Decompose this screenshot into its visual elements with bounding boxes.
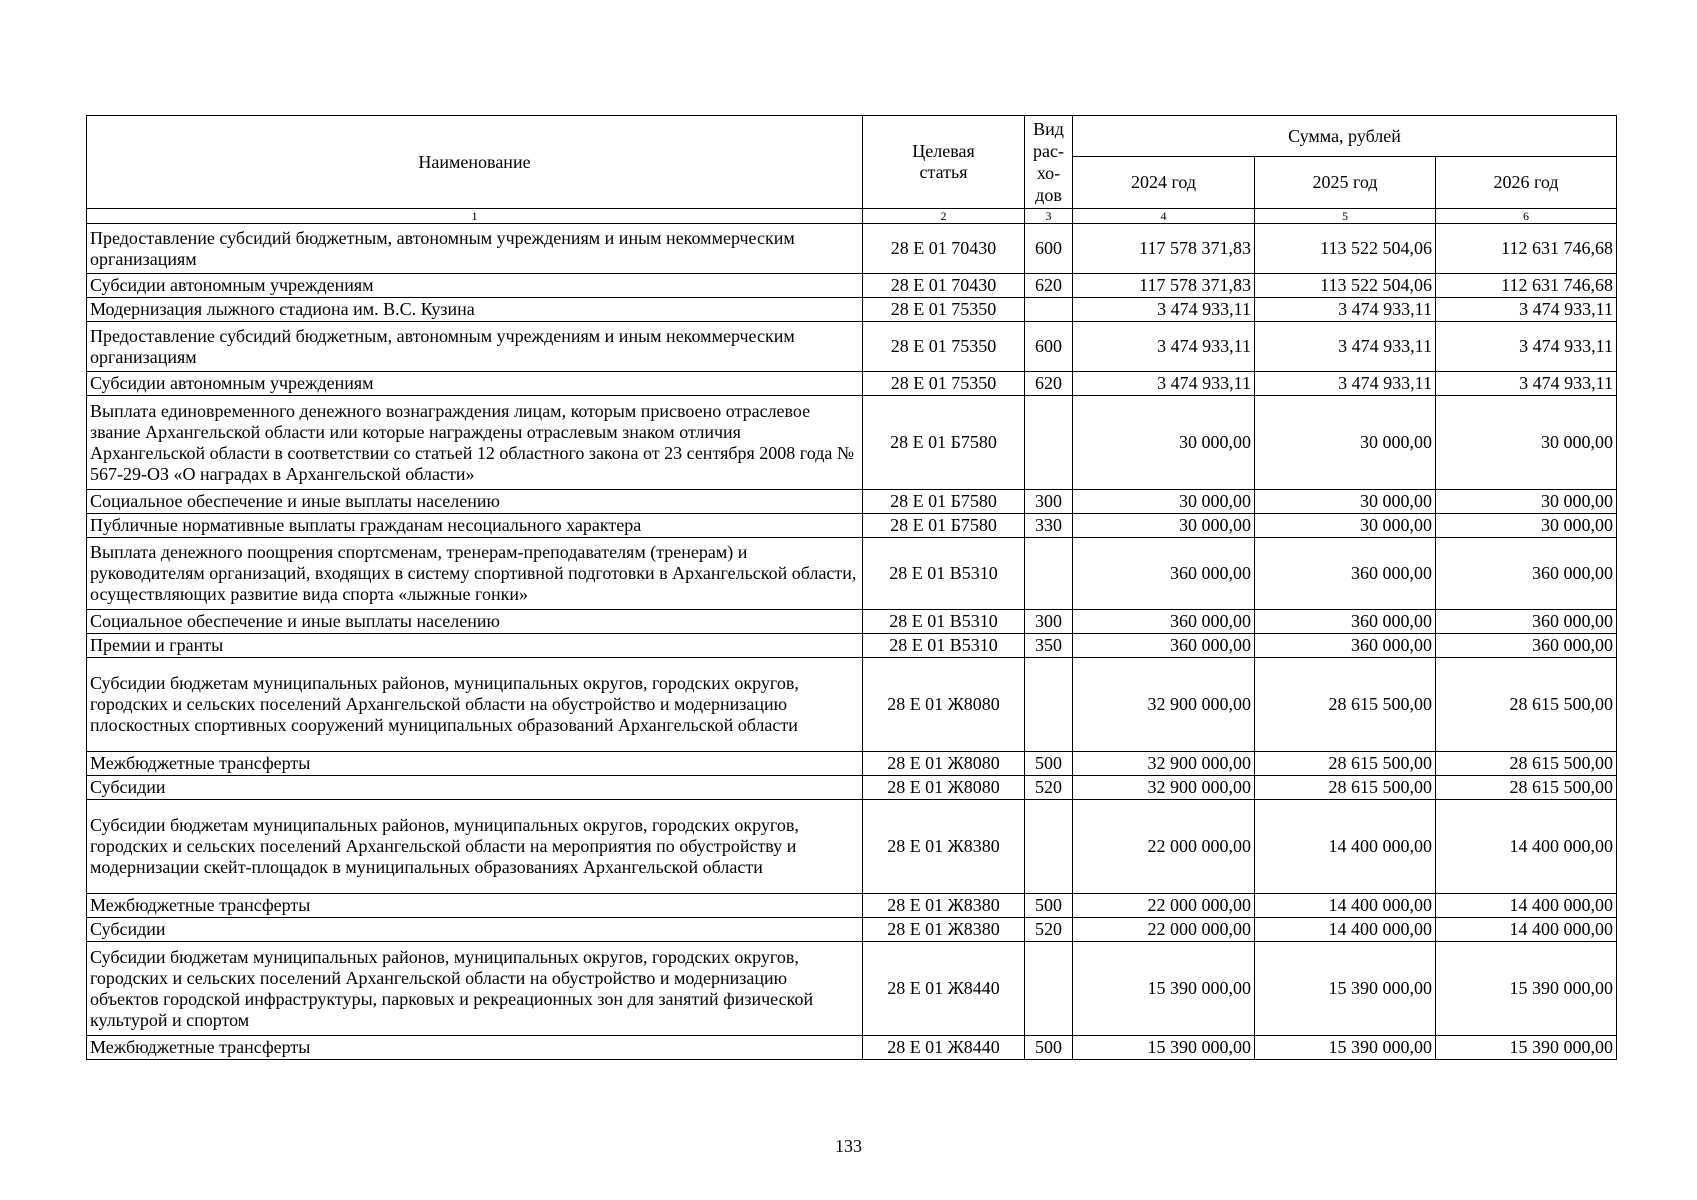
row-kind bbox=[1025, 298, 1073, 322]
row-name: Предоставление субсидий бюджетным, автономным учреждениям и иным некоммерческим организациям bbox=[87, 224, 863, 274]
table-row bbox=[87, 658, 1617, 752]
row-amount-2025: 3 474 933,11 bbox=[1255, 322, 1436, 372]
column-number: 3 bbox=[1025, 209, 1073, 224]
row-name: Субсидии бюджетам муниципальных районов, муниципальных округов, городских округов, городских и сельских поселений Архангельской области на мероприятия по обустройству и модернизации скейт-площадок в муниципальных образованиях Архангельской области bbox=[87, 800, 863, 894]
row-kind: 500 bbox=[1025, 894, 1073, 918]
row-code: 28 Е 01 Б7580 bbox=[863, 514, 1025, 538]
row-name: Предоставление субсидий бюджетным, автономным учреждениям и иным некоммерческим организациям bbox=[87, 322, 863, 372]
row-code: 28 Е 01 Ж8380 bbox=[863, 894, 1025, 918]
row-amount-2024: 3 474 933,11 bbox=[1073, 372, 1255, 396]
row-amount-2025: 28 615 500,00 bbox=[1255, 752, 1436, 776]
table-row bbox=[87, 372, 1617, 396]
row-amount-2025: 30 000,00 bbox=[1255, 514, 1436, 538]
table-row bbox=[87, 274, 1617, 298]
row-kind: 350 bbox=[1025, 634, 1073, 658]
row-code: 28 Е 01 В5310 bbox=[863, 610, 1025, 634]
header-target-article: Целевая статья bbox=[863, 116, 1025, 209]
table-row bbox=[87, 396, 1617, 490]
row-amount-2025: 28 615 500,00 bbox=[1255, 776, 1436, 800]
row-name: Межбюджетные трансферты bbox=[87, 894, 863, 918]
row-amount-2024: 22 000 000,00 bbox=[1073, 918, 1255, 942]
table-row bbox=[87, 538, 1617, 610]
table-row bbox=[87, 514, 1617, 538]
row-code: 28 Е 01 75350 bbox=[863, 372, 1025, 396]
header-year-2024: 2024 год bbox=[1073, 157, 1255, 209]
row-amount-2026: 15 390 000,00 bbox=[1436, 942, 1617, 1036]
row-amount-2026: 30 000,00 bbox=[1436, 514, 1617, 538]
row-kind bbox=[1025, 800, 1073, 894]
table-row bbox=[87, 918, 1617, 942]
row-amount-2024: 22 000 000,00 bbox=[1073, 894, 1255, 918]
row-amount-2024: 32 900 000,00 bbox=[1073, 658, 1255, 752]
row-amount-2024: 15 390 000,00 bbox=[1073, 1036, 1255, 1060]
column-number: 2 bbox=[863, 209, 1025, 224]
row-code: 28 Е 01 Ж8380 bbox=[863, 800, 1025, 894]
row-code: 28 Е 01 Ж8080 bbox=[863, 752, 1025, 776]
table-row bbox=[87, 490, 1617, 514]
row-kind: 620 bbox=[1025, 372, 1073, 396]
row-code: 28 Е 01 В5310 bbox=[863, 634, 1025, 658]
row-name: Социальное обеспечение и иные выплаты населению bbox=[87, 610, 863, 634]
row-name: Выплата единовременного денежного вознаграждения лицам, которым присвоено отраслевое звание Архангельской области или которые награждены отраслевым знаком отличия Архангельской области в соответствии со статьей 12 областного закона от 23 сентября 2008 года № 567-29-ОЗ «О наградах в Архангельской области» bbox=[87, 396, 863, 490]
row-amount-2024: 3 474 933,11 bbox=[1073, 298, 1255, 322]
row-code: 28 Е 01 Ж8080 bbox=[863, 658, 1025, 752]
column-number: 5 bbox=[1255, 209, 1436, 224]
row-amount-2024: 15 390 000,00 bbox=[1073, 942, 1255, 1036]
row-amount-2026: 3 474 933,11 bbox=[1436, 372, 1617, 396]
row-amount-2024: 22 000 000,00 bbox=[1073, 800, 1255, 894]
row-code: 28 Е 01 75350 bbox=[863, 298, 1025, 322]
row-amount-2025: 14 400 000,00 bbox=[1255, 800, 1436, 894]
row-amount-2026: 360 000,00 bbox=[1436, 634, 1617, 658]
row-amount-2026: 14 400 000,00 bbox=[1436, 800, 1617, 894]
row-amount-2025: 113 522 504,06 bbox=[1255, 274, 1436, 298]
row-amount-2026: 3 474 933,11 bbox=[1436, 322, 1617, 372]
row-amount-2024: 360 000,00 bbox=[1073, 634, 1255, 658]
header-year-2025: 2025 год bbox=[1255, 157, 1436, 209]
row-code: 28 Е 01 В5310 bbox=[863, 538, 1025, 610]
column-number: 1 bbox=[87, 209, 863, 224]
row-name: Субсидии бюджетам муниципальных районов, муниципальных округов, городских округов, городских и сельских поселений Архангельской области на обустройство и модернизацию объектов городской инфраструктуры, парковых и рекреационных зон для занятий физической культурой и спортом bbox=[87, 942, 863, 1036]
row-kind: 520 bbox=[1025, 918, 1073, 942]
row-kind bbox=[1025, 942, 1073, 1036]
row-name: Модернизация лыжного стадиона им. В.С. Кузина bbox=[87, 298, 863, 322]
header-sum-group: Сумма, рублей bbox=[1073, 116, 1617, 157]
row-code: 28 Е 01 70430 bbox=[863, 224, 1025, 274]
table-row bbox=[87, 800, 1617, 894]
row-kind: 620 bbox=[1025, 274, 1073, 298]
row-amount-2025: 113 522 504,06 bbox=[1255, 224, 1436, 274]
row-name: Субсидии bbox=[87, 918, 863, 942]
row-code: 28 Е 01 Ж8440 bbox=[863, 942, 1025, 1036]
row-name: Субсидии автономным учреждениям bbox=[87, 274, 863, 298]
table-row bbox=[87, 322, 1617, 372]
row-amount-2026: 360 000,00 bbox=[1436, 610, 1617, 634]
row-kind bbox=[1025, 658, 1073, 752]
header-expense-kind: Вид рас-хо-дов bbox=[1025, 116, 1073, 209]
row-kind: 300 bbox=[1025, 610, 1073, 634]
budget-table-page bbox=[86, 115, 1616, 1060]
column-number-row bbox=[87, 209, 1617, 224]
table-row bbox=[87, 752, 1617, 776]
row-amount-2024: 32 900 000,00 bbox=[1073, 776, 1255, 800]
row-amount-2024: 30 000,00 bbox=[1073, 396, 1255, 490]
row-kind: 300 bbox=[1025, 490, 1073, 514]
row-name: Премии и гранты bbox=[87, 634, 863, 658]
row-kind: 330 bbox=[1025, 514, 1073, 538]
row-amount-2026: 28 615 500,00 bbox=[1436, 752, 1617, 776]
row-amount-2025: 15 390 000,00 bbox=[1255, 942, 1436, 1036]
row-amount-2025: 15 390 000,00 bbox=[1255, 1036, 1436, 1060]
column-number: 4 bbox=[1073, 209, 1255, 224]
table-row bbox=[87, 1036, 1617, 1060]
row-amount-2025: 14 400 000,00 bbox=[1255, 894, 1436, 918]
row-amount-2026: 14 400 000,00 bbox=[1436, 918, 1617, 942]
row-amount-2025: 360 000,00 bbox=[1255, 634, 1436, 658]
row-amount-2026: 112 631 746,68 bbox=[1436, 274, 1617, 298]
row-code: 28 Е 01 75350 bbox=[863, 322, 1025, 372]
row-code: 28 Е 01 Ж8440 bbox=[863, 1036, 1025, 1060]
row-amount-2026: 28 615 500,00 bbox=[1436, 658, 1617, 752]
row-code: 28 Е 01 Б7580 bbox=[863, 490, 1025, 514]
row-name: Публичные нормативные выплаты гражданам несоциального характера bbox=[87, 514, 863, 538]
row-kind: 520 bbox=[1025, 776, 1073, 800]
row-kind bbox=[1025, 396, 1073, 490]
row-amount-2024: 117 578 371,83 bbox=[1073, 274, 1255, 298]
table-row bbox=[87, 634, 1617, 658]
row-kind: 500 bbox=[1025, 1036, 1073, 1060]
row-amount-2026: 360 000,00 bbox=[1436, 538, 1617, 610]
row-amount-2026: 15 390 000,00 bbox=[1436, 1036, 1617, 1060]
row-amount-2025: 3 474 933,11 bbox=[1255, 298, 1436, 322]
row-amount-2024: 3 474 933,11 bbox=[1073, 322, 1255, 372]
row-name: Субсидии бюджетам муниципальных районов, муниципальных округов, городских округов, городских и сельских поселений Архангельской области на обустройство и модернизацию плоскостных спортивных сооружений муниципальных образований Архангельской области bbox=[87, 658, 863, 752]
row-name: Субсидии bbox=[87, 776, 863, 800]
table-row bbox=[87, 298, 1617, 322]
header-year-2026: 2026 год bbox=[1436, 157, 1617, 209]
row-amount-2024: 360 000,00 bbox=[1073, 610, 1255, 634]
row-code: 28 Е 01 Ж8380 bbox=[863, 918, 1025, 942]
row-name: Выплата денежного поощрения спортсменам, тренерам-преподавателям (тренерам) и руководителям организаций, входящих в систему спортивной подготовки в Архангельской области, осуществляющих развитие вида спорта «лыжные гонки» bbox=[87, 538, 863, 610]
table-row bbox=[87, 610, 1617, 634]
row-amount-2024: 360 000,00 bbox=[1073, 538, 1255, 610]
row-name: Межбюджетные трансферты bbox=[87, 752, 863, 776]
table-row bbox=[87, 776, 1617, 800]
row-code: 28 Е 01 Ж8080 bbox=[863, 776, 1025, 800]
row-amount-2024: 32 900 000,00 bbox=[1073, 752, 1255, 776]
row-amount-2025: 28 615 500,00 bbox=[1255, 658, 1436, 752]
row-amount-2026: 3 474 933,11 bbox=[1436, 298, 1617, 322]
row-amount-2025: 3 474 933,11 bbox=[1255, 372, 1436, 396]
header-name: Наименование bbox=[87, 116, 863, 209]
row-kind: 600 bbox=[1025, 224, 1073, 274]
row-name: Межбюджетные трансферты bbox=[87, 1036, 863, 1060]
row-code: 28 Е 01 Б7580 bbox=[863, 396, 1025, 490]
row-code: 28 Е 01 70430 bbox=[863, 274, 1025, 298]
row-amount-2026: 28 615 500,00 bbox=[1436, 776, 1617, 800]
row-amount-2026: 14 400 000,00 bbox=[1436, 894, 1617, 918]
row-amount-2024: 117 578 371,83 bbox=[1073, 224, 1255, 274]
row-kind: 500 bbox=[1025, 752, 1073, 776]
column-number: 6 bbox=[1436, 209, 1617, 224]
row-name: Социальное обеспечение и иные выплаты населению bbox=[87, 490, 863, 514]
page-number: 133 bbox=[835, 1136, 862, 1156]
row-amount-2025: 360 000,00 bbox=[1255, 538, 1436, 610]
row-amount-2024: 30 000,00 bbox=[1073, 514, 1255, 538]
row-amount-2025: 360 000,00 bbox=[1255, 610, 1436, 634]
row-amount-2024: 30 000,00 bbox=[1073, 490, 1255, 514]
row-amount-2026: 30 000,00 bbox=[1436, 490, 1617, 514]
row-amount-2025: 14 400 000,00 bbox=[1255, 918, 1436, 942]
row-amount-2026: 112 631 746,68 bbox=[1436, 224, 1617, 274]
row-kind bbox=[1025, 538, 1073, 610]
row-amount-2025: 30 000,00 bbox=[1255, 490, 1436, 514]
budget-table bbox=[86, 115, 1617, 1060]
row-name: Субсидии автономным учреждениям bbox=[87, 372, 863, 396]
row-kind: 600 bbox=[1025, 322, 1073, 372]
row-amount-2026: 30 000,00 bbox=[1436, 396, 1617, 490]
table-row bbox=[87, 894, 1617, 918]
table-row bbox=[87, 224, 1617, 274]
row-amount-2025: 30 000,00 bbox=[1255, 396, 1436, 490]
table-row bbox=[87, 942, 1617, 1036]
